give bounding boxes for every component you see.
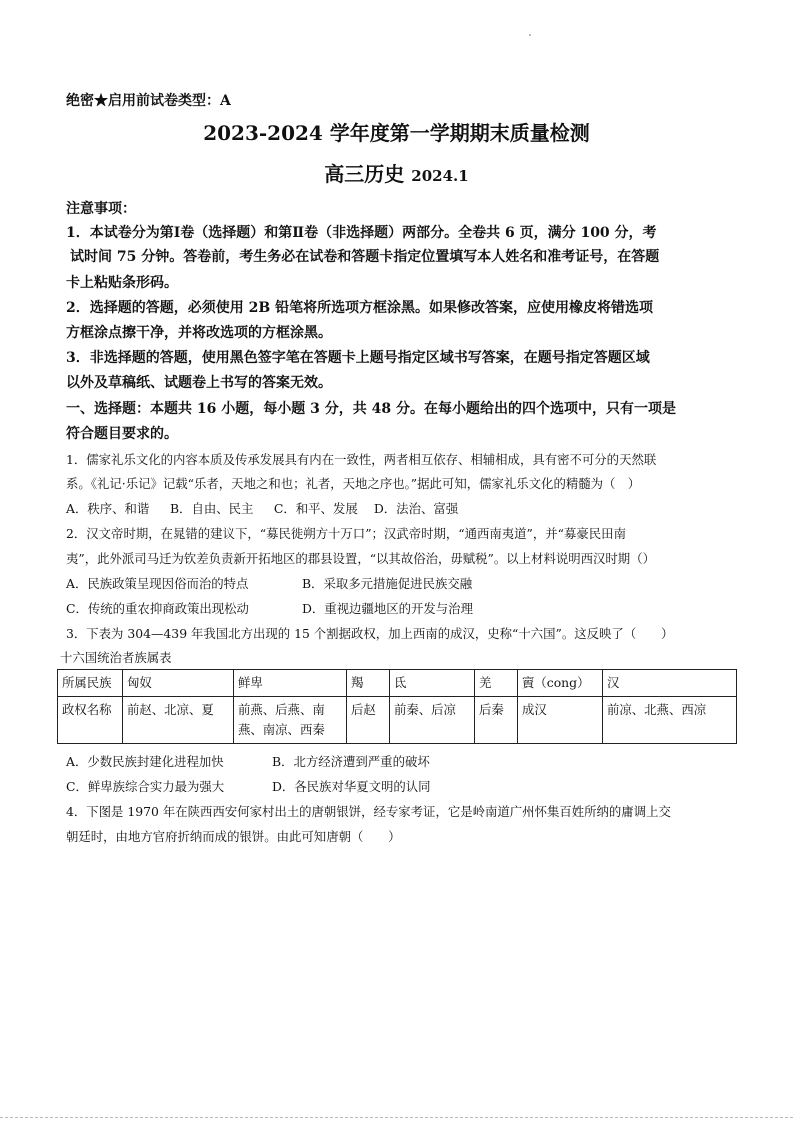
- table-cell: 前凉、北燕、西凉: [603, 697, 737, 744]
- question-4-line: 朝廷时，由地方官府折纳而成的银饼。由此可知唐朝（ ）: [66, 829, 401, 844]
- table-cell: 賨（cong）: [518, 670, 603, 697]
- notes-line: 2．选择题的答题，必须使用 2B 铅笔将所选项方框涂黑。如果修改答案，应使用橡皮将错选项: [66, 300, 654, 316]
- ethnic-table: [57, 669, 737, 744]
- notes-heading: 注意事项：: [66, 201, 136, 217]
- question-2-options: [66, 599, 473, 617]
- exam-title: 2023-2024 学年度第一学期期末质量检测: [203, 121, 590, 145]
- secret-label: 绝密★启用前试卷类型：A: [66, 93, 231, 109]
- table-cell: 前赵、北凉、夏: [123, 697, 234, 744]
- table-cell: 所属民族: [58, 670, 123, 697]
- question-2-options: [66, 574, 472, 592]
- page-bottom-rule: [0, 1117, 793, 1118]
- question-1-options: [66, 499, 458, 517]
- question-4-line: 4．下图是 1970 年在陕西西安何家村出土的唐朝银饼，经专家考证，它是岭南道广州怀集百姓所纳的庸调上交: [66, 804, 671, 819]
- notes-line: 试时间 75 分钟。答卷前，考生务必在试卷和答题卡指定位置填写本人姓名和准考证号，在答题: [70, 249, 660, 265]
- notes-line: 3．非选择题的答题，使用黑色签字笔在答题卡上题号指定区域书写答案，在题号指定答题区域: [66, 350, 650, 366]
- option-d[interactable]: D．各民族对华夏文明的认同: [271, 779, 431, 794]
- table-cell: [234, 697, 347, 744]
- table-cell: 羯: [347, 670, 390, 697]
- option-a[interactable]: A．秩序、和谐: [66, 501, 150, 516]
- subject-label: 高三历史: [324, 162, 405, 186]
- table-cell: 后赵: [347, 697, 390, 744]
- question-1-line: 系。《礼记·乐记》记载“乐者，天地之和也；礼者，天地之序也。”据此可知，儒家礼乐文化的精髓为（ ）: [66, 476, 641, 491]
- table-cell-line: 前燕、后燕、南: [238, 702, 325, 717]
- table-cell: 前秦、后凉: [390, 697, 475, 744]
- table-cell: 成汉: [518, 697, 603, 744]
- option-c[interactable]: C．鲜卑族综合实力最为强大: [66, 779, 225, 794]
- question-3-options: [66, 777, 431, 795]
- table-caption: 十六国统治者族属表: [60, 650, 172, 665]
- option-a[interactable]: A．少数民族封建化进程加快: [66, 754, 224, 769]
- table-cell: 政权名称: [58, 697, 123, 744]
- notes-line: 方框涂点擦干净，并将改选项的方框涂黑。: [66, 325, 332, 341]
- section-heading: 一、选择题：本题共 16 小题，每小题 3 分，共 48 分。在每小题给出的四个选项中，只有一项是: [66, 401, 676, 417]
- table-cell: 鲜卑: [234, 670, 347, 697]
- exam-subtitle: [0, 158, 793, 187]
- option-b[interactable]: B．自由、民主: [169, 501, 254, 516]
- table-row: [58, 670, 737, 697]
- exam-date: 2024.1: [411, 167, 469, 185]
- option-b[interactable]: B．北方经济遭到严重的破坏: [271, 754, 430, 769]
- table-cell: 羌: [475, 670, 518, 697]
- question-2-line: 2．汉文帝时期，在晁错的建议下，“募民徙朔方十万口”；汉武帝时期，“通西南夷道”，并“募豪民田南: [66, 526, 626, 541]
- option-c[interactable]: C．和平、发展: [273, 501, 358, 516]
- table-cell: 后秦: [475, 697, 518, 744]
- option-c[interactable]: C．传统的重农抑商政策出现松动: [66, 601, 249, 616]
- table-cell: 汉: [603, 670, 737, 697]
- table-row: [58, 697, 737, 744]
- table-cell-line: 燕、南凉、西秦: [238, 722, 325, 737]
- notes-line: 1．本试卷分为第Ⅰ卷（选择题）和第Ⅱ卷（非选择题）两部分。全卷共 6 页，满分 100 分，考: [66, 225, 657, 241]
- section-heading: 符合题目要求的。: [66, 426, 178, 442]
- question-1-line: 1．儒家礼乐文化的内容本质及传承发展具有内在一致性，两者相互依存、相辅相成，具有密不可分的天然联: [66, 452, 657, 467]
- table-cell: 氐: [390, 670, 475, 697]
- question-2-line: 夷”，此外派司马迁为钦差负责新开拓地区的郡县设置，“以其故俗治，毋赋税”。以上材料说明西汉时期（）: [66, 551, 655, 566]
- notes-line: 卡上粘贴条形码。: [66, 275, 178, 291]
- option-b[interactable]: B．采取多元措施促进民族交融: [301, 576, 473, 591]
- option-d[interactable]: D．法治、富强: [373, 501, 459, 516]
- notes-line: 以外及草稿纸、试题卷上书写的答案无效。: [66, 375, 332, 391]
- question-3-options: [66, 752, 430, 770]
- scan-dot: [529, 34, 531, 36]
- option-d[interactable]: D．重视边疆地区的开发与治理: [301, 601, 473, 616]
- question-3-line: 3．下表为 304—439 年我国北方出现的 15 个割据政权，加上西南的成汉，史称“十六国”。这反映了（ ）: [66, 626, 674, 641]
- option-a[interactable]: A．民族政策呈现因俗而治的特点: [66, 576, 249, 591]
- table-cell: 匈奴: [123, 670, 234, 697]
